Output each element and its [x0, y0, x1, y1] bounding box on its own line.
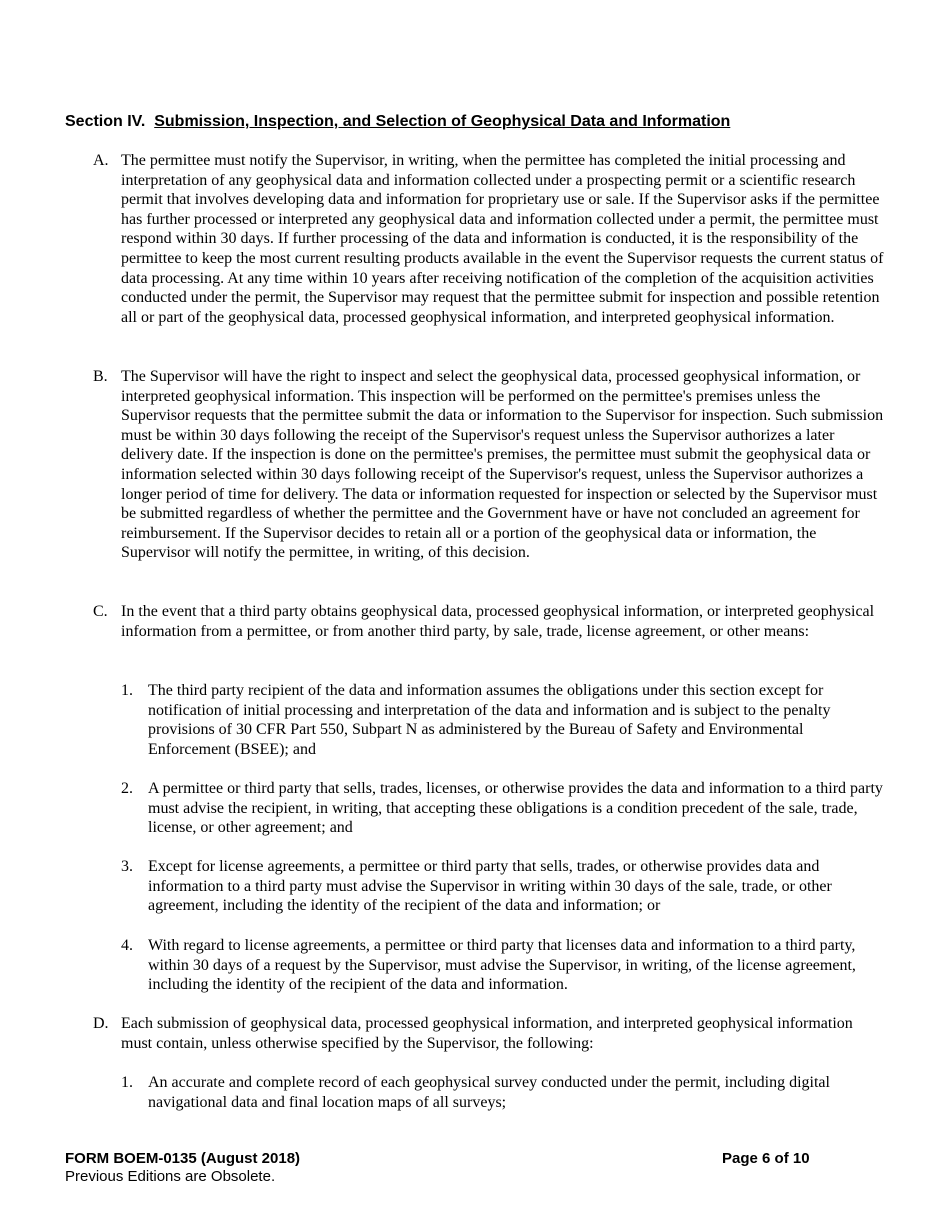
paragraph-b-text: The Supervisor will have the right to inspect and select the geophysical data, processed geophysical information, or interpreted geophysical information. This inspection will be performed on the permittee's premises unless the Supervisor requests that the permittee submit the data or information to the Supervisor for inspection. Such submission must be within 30 days following the receipt of the Supervisor's request unless the Supervisor authorizes a later delivery date. If the inspection is done on the permittee's premises, the permittee must submit the geophysical data or information selected within 30 days following receipt of the Supervisor's request, unless the Supervisor authorizes a longer period of time for delivery. The data or information requested for inspection or selected by the Supervisor must be submitted regardless of whether the permittee and the Government have or have not concluded an agreement for reimbursement. If the Supervisor decides to retain all or a portion of the geophysical data or information, the Supervisor will notify the permittee, in writing, of this decision. — [121, 368, 884, 562]
paragraph-a-text: The permittee must notify the Supervisor, in writing, when the permittee has completed the initial processing and interpretation of any geophysical data and information collected under a prospecting permit or a scientific research permit that involves developing data and information for proprietary use or sale. If the Supervisor asks if the permittee has further processed or interpreted any geophysical data and information collected under a permit, the permittee must respond within 30 days. If further processing of the data and information is conducted, it is the responsibility of the permittee to keep the most current resulting products available in the event the Supervisor requests the current status of data processing. At any time within 10 years after receiving notification of the completion of the acquisition activities conducted under the permit, the Supervisor may request that the permittee submit for inspection and possible retention all or part of the geophysical data, processed geophysical information, and interpreted geophysical information. — [121, 152, 884, 326]
paragraph-c-2-marker: 2. — [121, 780, 133, 797]
paragraph-c-1-text: The third party recipient of the data and information assumes the obligations under this section except for notification of initial processing and interpretation of the data and information and is subject to the penalty provisions of 30 CFR Part 550, Subpart N as administered by the Bureau of Safety and Environmental Enforcement (BSEE); and — [148, 682, 831, 758]
footer-form-info — [65, 1150, 300, 1186]
paragraph-d-1-text: An accurate and complete record of each geophysical survey conducted under the permit, including digital navigational data and final location maps of all surveys; — [148, 1074, 830, 1111]
paragraph-c-4-text: With regard to license agreements, a permittee or third party that licenses data and information to a third party, within 30 days of a request by the Supervisor, must advise the Supervisor, in writing, of the license agreement, including the identity of the recipient of the data and information. — [148, 937, 856, 994]
section-label: Section IV. — [65, 113, 146, 130]
footer-form-id: FORM BOEM-0135 (August 2018) — [65, 1150, 301, 1167]
paragraph-d-marker: D. — [93, 1015, 109, 1032]
paragraph-d-text: Each submission of geophysical data, processed geophysical information, and interpreted geophysical information must contain, unless otherwise specified by the Supervisor, the following: — [121, 1015, 853, 1052]
section-heading — [65, 112, 915, 132]
paragraph-a-marker: A. — [93, 152, 109, 169]
paragraph-c-4-marker: 4. — [121, 937, 133, 954]
page-number: Page 6 of 10 — [722, 1150, 810, 1167]
paragraph-c-1-marker: 1. — [121, 682, 133, 699]
paragraph-d-1-marker: 1. — [121, 1074, 133, 1091]
footer-notice: Previous Editions are Obsolete. — [65, 1168, 276, 1185]
paragraph-c-text: In the event that a third party obtains geophysical data, processed geophysical information, or interpreted geophysical information from a permittee, or from another third party, by sale, trade, license agreement, or other means: — [121, 603, 875, 640]
paragraph-c-2-text: A permittee or third party that sells, trades, licenses, or otherwise provides the data and information to a third party must advise the recipient, in writing, that accepting these obligations is a condition precedent of the sale, trade, license, or other agreement; and — [148, 780, 883, 837]
paragraph-c-3-text: Except for license agreements, a permittee or third party that sells, trades, or otherwise provides data and information to a third party must advise the Supervisor in writing within 30 days of the sale, trade, or other agreement, including the identity of the recipient of the data and information; or — [148, 858, 832, 915]
section-title: Submission, Inspection, and Selection of Geophysical Data and Information — [154, 113, 731, 130]
paragraph-b-marker: B. — [93, 368, 108, 385]
paragraph-c-marker: C. — [93, 603, 108, 620]
paragraph-c-3-marker: 3. — [121, 858, 133, 875]
